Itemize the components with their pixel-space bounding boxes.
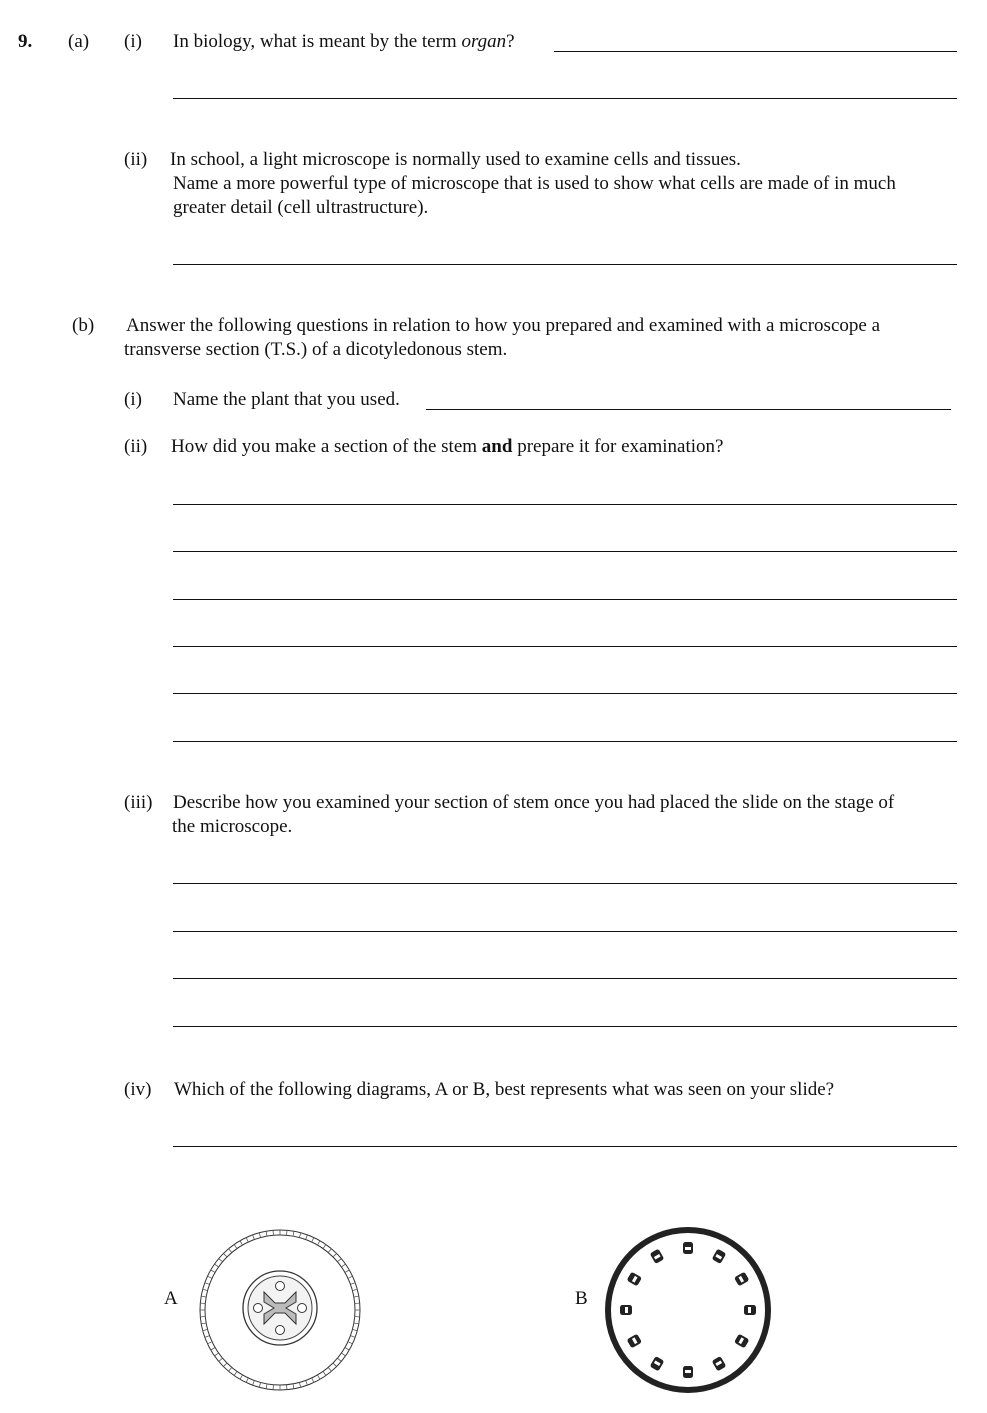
- diagram-b-bundle-cambium: [685, 1247, 691, 1250]
- diagram-b-vascular-bundle: [712, 1249, 727, 1264]
- answer-line-a-i-1[interactable]: [554, 51, 957, 52]
- diagram-a-epidermis-cell: [211, 1270, 215, 1273]
- diagram-a-epidermis-cell: [345, 1348, 349, 1351]
- diagram-b-vascular-bundle: [734, 1334, 749, 1349]
- diagram-a-epidermis-cell: [219, 1259, 223, 1262]
- part-b-ii-text-before: How did you make a section of the stem: [171, 436, 482, 457]
- answer-line-b-ii-2[interactable]: [173, 551, 957, 552]
- diagram-a-phloem-left: [254, 1304, 263, 1313]
- diagram-a-epidermis-cell: [201, 1323, 206, 1324]
- diagram-a-epidermis-cell: [312, 1237, 314, 1242]
- part-a-i-label: (i): [124, 31, 142, 52]
- answer-line-b-ii-3[interactable]: [173, 599, 957, 600]
- diagram-a-epidermis-cell: [229, 1249, 232, 1253]
- part-a-ii-line3: greater detail (cell ultrastructure).: [173, 197, 429, 218]
- diagram-a-epidermis-cell: [312, 1378, 314, 1383]
- diagram-a-epidermis-cell: [352, 1289, 357, 1290]
- diagram-a-epidermis-cell: [293, 1231, 294, 1236]
- diagram-a-root-section: [196, 1226, 364, 1396]
- diagram-a-epidermis-cell: [328, 1249, 331, 1253]
- question-number: 9.: [18, 31, 33, 52]
- diagram-a-epidermis-cell: [219, 1358, 223, 1361]
- diagram-a-epidermis-cell: [354, 1296, 359, 1297]
- part-b-intro-line2: transverse section (T.S.) of a dicotyledonous stem.: [124, 339, 508, 360]
- diagram-b-vascular-bundle: [744, 1305, 756, 1315]
- diagram-a-epidermis-cell: [333, 1363, 337, 1367]
- diagram-a-epidermis-cell: [240, 1375, 243, 1379]
- part-b-iii-line1: Describe how you examined your section of stem once you had placed the slide on the stage of: [173, 792, 895, 813]
- diagram-a-phloem-bottom: [276, 1326, 285, 1335]
- diagram-a-epidermis-cell: [223, 1363, 227, 1367]
- diagram-a-phloem-right: [298, 1304, 307, 1313]
- diagram-a-epidermis-cell: [299, 1382, 300, 1387]
- answer-line-b-i[interactable]: [426, 409, 951, 410]
- diagram-a-epidermis-cell: [246, 1237, 248, 1242]
- diagram-b-vascular-bundle: [712, 1356, 727, 1371]
- diagram-a-epidermis-cell: [323, 1371, 326, 1375]
- part-a-i-question: [173, 30, 515, 54]
- answer-line-a-ii[interactable]: [173, 264, 957, 265]
- diagram-a-epidermis-cell: [348, 1342, 353, 1344]
- diagram-a-epidermis-cell: [205, 1283, 210, 1285]
- diagram-b-vascular-bundles: [620, 1242, 756, 1378]
- answer-line-b-iii-3[interactable]: [173, 978, 957, 979]
- diagram-a-epidermis-cell: [211, 1348, 215, 1351]
- diagram-a-epidermis-cell: [214, 1353, 218, 1356]
- diagram-a-epidermis-cell: [234, 1371, 237, 1375]
- diagram-a-epidermis-cell: [207, 1342, 212, 1344]
- diagram-b-stem-section: [600, 1226, 778, 1398]
- diagram-a-epidermis-cell: [350, 1283, 355, 1285]
- diagram-a-epidermis-cell: [240, 1241, 243, 1245]
- part-b-i-label: (i): [124, 389, 142, 410]
- answer-line-a-i-2[interactable]: [173, 98, 957, 99]
- diagram-a-epidermis-cell: [223, 1253, 227, 1257]
- part-b-label: (b): [72, 315, 95, 336]
- diagram-a-epidermis-cell: [229, 1367, 232, 1371]
- diagram-a-epidermis-cell: [341, 1264, 345, 1267]
- diagram-b-vascular-bundle: [683, 1242, 693, 1254]
- part-b-ii-question: [171, 435, 723, 459]
- diagram-a-epidermis-cell: [337, 1358, 341, 1361]
- part-b-iii-line2: the microscope.: [172, 816, 293, 837]
- part-a-i-term: organ: [461, 31, 507, 52]
- diagram-b-label: B: [575, 1288, 588, 1309]
- diagram-a-epidermis-cell: [259, 1233, 260, 1238]
- answer-line-b-ii-5[interactable]: [173, 693, 957, 694]
- answer-line-b-ii-6[interactable]: [173, 741, 957, 742]
- part-a-i-text-after: ?: [506, 31, 515, 52]
- answer-line-b-iii-2[interactable]: [173, 931, 957, 932]
- part-b-ii-label: (ii): [124, 436, 148, 457]
- diagram-a-epidermis-cell: [337, 1259, 341, 1262]
- diagram-a-epidermis-cell: [306, 1380, 308, 1385]
- diagram-a-epidermis-cell: [318, 1375, 321, 1379]
- answer-line-b-ii-1[interactable]: [173, 504, 957, 505]
- diagram-a-epidermis-cell: [203, 1289, 208, 1290]
- diagram-a-epidermis-cell: [266, 1231, 267, 1236]
- diagram-a-epidermis-cell: [333, 1253, 337, 1257]
- part-a-ii-label: (ii): [124, 149, 148, 170]
- answer-line-b-iv[interactable]: [173, 1146, 957, 1147]
- answer-line-b-iii-4[interactable]: [173, 1026, 957, 1027]
- diagram-a-epidermis-cell: [214, 1264, 218, 1267]
- diagram-a-epidermis-cell: [354, 1323, 359, 1324]
- diagram-a-epidermis-cell: [293, 1384, 294, 1389]
- part-a-ii-line1: In school, a light microscope is normally used to examine cells and tissues.: [170, 149, 741, 170]
- diagram-a-epidermis-cell: [207, 1276, 212, 1278]
- diagram-a-epidermis-cell: [348, 1276, 353, 1278]
- diagram-a-epidermis-cell: [234, 1244, 237, 1248]
- diagram-a-label: A: [164, 1288, 178, 1309]
- part-a-i-text-before: In biology, what is meant by the term: [173, 31, 462, 52]
- diagram-a-epidermis-cell: [345, 1270, 349, 1273]
- part-b-ii-bold-and: and: [481, 436, 513, 457]
- diagram-b-bundle-cambium: [625, 1307, 628, 1313]
- diagram-a-epidermis-cell: [205, 1336, 210, 1338]
- diagram-a-epidermis-cell: [328, 1367, 331, 1371]
- diagram-a-epidermis-cell: [323, 1244, 326, 1248]
- diagram-b-vascular-bundle: [650, 1249, 665, 1264]
- diagram-a-epidermis-cell: [306, 1235, 308, 1240]
- diagram-a-epidermis-cell: [259, 1382, 260, 1387]
- diagram-b-vascular-bundle: [683, 1366, 693, 1378]
- part-b-intro-line1: Answer the following questions in relation to how you prepared and examined with a microscope a: [126, 315, 880, 336]
- diagram-a-epidermis-cell: [253, 1380, 255, 1385]
- diagram-b-vascular-bundle: [650, 1356, 665, 1371]
- part-a-ii-line2: Name a more powerful type of microscope that is used to show what cells are made of in much: [173, 173, 896, 194]
- diagram-a-epidermis-cell: [203, 1329, 208, 1330]
- part-b-iv-label: (iv): [124, 1079, 152, 1100]
- answer-line-b-iii-1[interactable]: [173, 883, 957, 884]
- diagram-b-bundle-cambium: [748, 1307, 751, 1313]
- diagram-b-bundle-cambium: [685, 1370, 691, 1373]
- diagram-b-vascular-bundle: [734, 1272, 749, 1287]
- diagram-a-epidermis-cell: [253, 1235, 255, 1240]
- diagram-b-vascular-bundle: [627, 1334, 642, 1349]
- part-a-label: (a): [68, 31, 90, 52]
- diagram-a-epidermis-cell: [318, 1241, 321, 1245]
- diagram-a-epidermis-cell: [350, 1336, 355, 1338]
- diagram-a-epidermis-cell: [246, 1378, 248, 1383]
- diagram-b-vascular-bundle: [627, 1272, 642, 1287]
- diagram-a-epidermis-cell: [299, 1233, 300, 1238]
- diagram-a-epidermis-cell: [341, 1353, 345, 1356]
- diagram-a-epidermis-cell: [201, 1296, 206, 1297]
- part-b-iv-question: Which of the following diagrams, A or B, best represents what was seen on your slide?: [174, 1079, 835, 1100]
- part-b-iii-label: (iii): [124, 792, 153, 813]
- part-b-ii-text-after: prepare it for examination?: [512, 436, 724, 457]
- diagram-a-phloem-top: [276, 1282, 285, 1291]
- diagram-b-vascular-bundle: [620, 1305, 632, 1315]
- diagram-a-epidermis-cell: [352, 1329, 357, 1330]
- diagram-a-epidermis-cell: [266, 1384, 267, 1389]
- answer-line-b-ii-4[interactable]: [173, 646, 957, 647]
- part-b-i-question: Name the plant that you used.: [173, 389, 400, 410]
